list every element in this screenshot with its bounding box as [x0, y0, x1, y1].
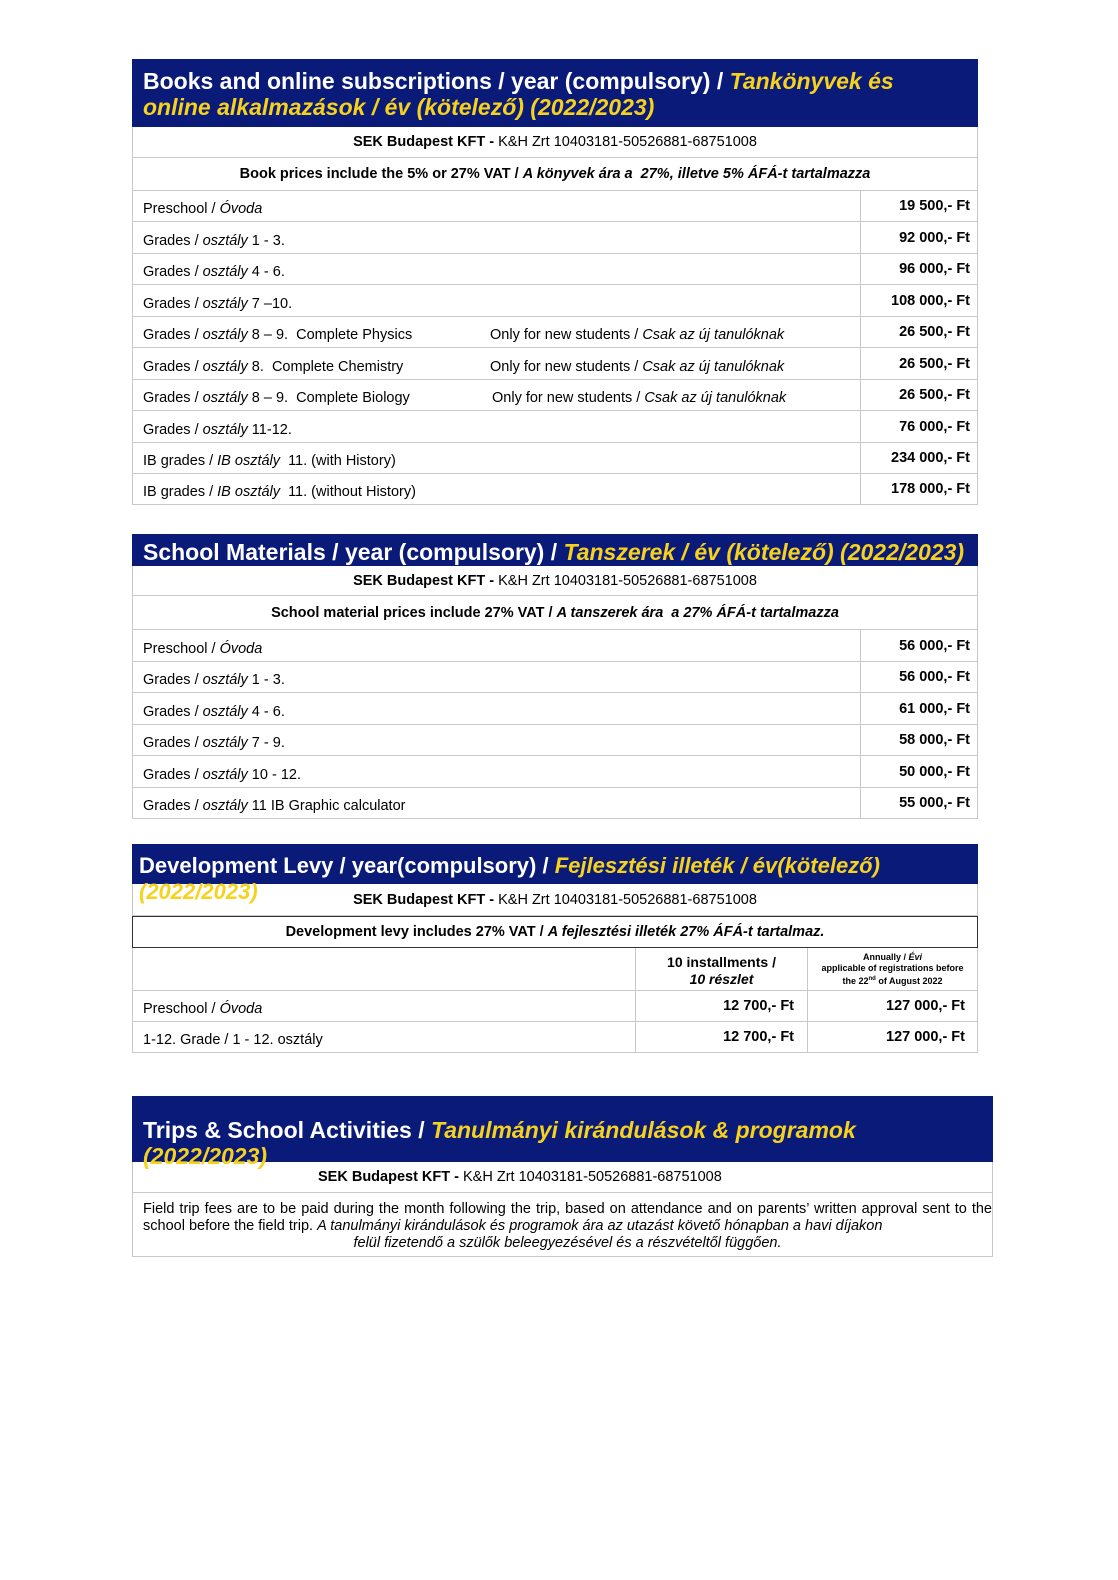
- note-text: Only for new students /: [490, 359, 643, 375]
- row-label-italic: osztály: [202, 390, 248, 406]
- note-text-hu: Csak az új tanulóknak: [642, 359, 785, 375]
- row-label-italic: osztály: [202, 735, 248, 751]
- development-vat-hu: A fejlesztési illeték 27% ÁFÁ-t tartalmaz.: [547, 924, 825, 940]
- installments-label: 10 installments /: [667, 954, 776, 970]
- materials-bank-row: [132, 566, 978, 596]
- development-bank-details: K&H Zrt 10403181-50526881-68751008: [494, 891, 757, 908]
- book-price-row: [132, 380, 978, 411]
- book-price-row: [132, 191, 978, 222]
- book-price: 92 000,- Ft: [860, 222, 977, 253]
- row-label-italic: IB osztály: [217, 484, 281, 500]
- row-label-italic: osztály: [202, 264, 248, 280]
- annually-note: applicable of registrations before: [821, 963, 964, 973]
- row-label-suffix: 4 - 6.: [247, 704, 285, 720]
- book-price-row: [132, 317, 978, 348]
- trips-section: [132, 1096, 993, 1257]
- row-label-suffix: 4 - 6.: [247, 264, 285, 280]
- row-label-italic: osztály: [202, 704, 248, 720]
- material-price-row: [132, 630, 978, 662]
- row-label-suffix: 11-12.: [247, 422, 292, 438]
- books-vat-en: Book prices include the 5% or 27% VAT /: [239, 166, 519, 182]
- installment-price: 12 700,- Ft: [635, 1022, 807, 1052]
- material-row-label: [133, 662, 860, 692]
- row-label-text: Grades /: [143, 233, 203, 249]
- row-label-text: Grades /: [143, 798, 203, 814]
- books-title-hu-1: Tankönyvek és: [729, 68, 894, 94]
- book-price-row: [132, 222, 978, 254]
- row-label-italic: osztály: [202, 327, 248, 343]
- row-label-italic: osztály: [202, 422, 248, 438]
- new-students-note: [490, 327, 784, 343]
- row-label-text: Grades /: [143, 264, 203, 280]
- materials-title-en: School Materials / year (compulsory) /: [143, 539, 558, 565]
- row-label-suffix: 11. (without History): [280, 484, 416, 500]
- books-title-hu-2: online alkalmazások / év (kötelező) (2022/2023): [143, 94, 655, 120]
- material-price-row: [132, 725, 978, 756]
- row-label-text: Preschool /: [143, 641, 220, 657]
- row-label-italic: osztály: [202, 767, 248, 783]
- book-price: 19 500,- Ft: [860, 191, 977, 221]
- row-label-text: Grades /: [143, 735, 203, 751]
- book-row-label: [133, 222, 860, 253]
- book-price: 108 000,- Ft: [860, 285, 977, 316]
- material-row-label: [133, 756, 860, 787]
- note-text-hu: Csak az új tanulóknak: [644, 390, 787, 406]
- materials-vat-en: School material prices include 27% VAT /: [271, 604, 553, 621]
- book-price: 234 000,- Ft: [860, 443, 977, 473]
- row-label-suffix: 1 - 3.: [247, 233, 285, 249]
- development-head-row: [132, 948, 978, 991]
- row-label-text: IB grades /: [143, 453, 218, 469]
- annually-label: Annually /: [862, 952, 909, 962]
- materials-section: [132, 534, 978, 819]
- trips-text-hu-1: A tanulmányi kirándulások és programok ára az utazást követő hónapban a havi díjakon: [317, 1218, 883, 1234]
- material-row-label: [133, 693, 860, 724]
- row-label-italic: IB osztály: [217, 453, 281, 469]
- book-price-row: [132, 348, 978, 380]
- book-price: 178 000,- Ft: [860, 474, 977, 504]
- book-row-label: [133, 317, 860, 347]
- development-section: [132, 844, 978, 1053]
- row-label-italic: osztály: [202, 359, 248, 375]
- annually-label-hu: Évi: [908, 952, 923, 962]
- row-label-italic: Óvoda: [219, 1001, 263, 1017]
- row-label-suffix: 1 - 3.: [247, 672, 285, 688]
- trips-bank-details: K&H Zrt 10403181-50526881-68751008: [458, 1169, 722, 1185]
- row-label-italic: osztály: [202, 798, 248, 814]
- books-header: [132, 59, 978, 127]
- new-students-note: [492, 390, 786, 406]
- row-label-suffix: 11. (with History): [280, 453, 396, 469]
- annually-date-b: of August 2022: [875, 976, 943, 986]
- row-label-text: Preschool /: [143, 201, 220, 217]
- row-label-italic: osztály: [202, 672, 248, 688]
- material-price: 56 000,- Ft: [860, 630, 977, 661]
- materials-table: [132, 630, 978, 819]
- development-title-en: Development Levy / year(compulsory) /: [139, 853, 549, 878]
- material-price: 50 000,- Ft: [860, 756, 977, 787]
- installment-price: 12 700,- Ft: [635, 991, 807, 1021]
- note-text: Only for new students /: [492, 390, 645, 406]
- annual-price: 127 000,- Ft: [807, 1022, 977, 1052]
- row-label-text: Grades /: [143, 704, 203, 720]
- row-label-text: 1-12. Grade / 1 - 12. osztály: [143, 1032, 323, 1048]
- materials-bank-company: SEK Budapest KFT -: [353, 572, 495, 589]
- book-price: 26 500,- Ft: [860, 348, 977, 379]
- development-row-label: [133, 991, 635, 1021]
- row-label-suffix: 8. Complete Chemistry: [247, 359, 404, 375]
- books-bank-row: [132, 127, 978, 158]
- material-price: 58 000,- Ft: [860, 725, 977, 755]
- trips-bank-company: SEK Budapest KFT -: [318, 1169, 459, 1185]
- row-label-suffix: 7 –10.: [247, 296, 293, 312]
- books-bank-company: SEK Budapest KFT -: [353, 134, 495, 150]
- books-vat-hu: A könyvek ára a 27%, illetve 5% ÁFÁ-t tartalmazza: [522, 166, 871, 182]
- materials-bank-details: K&H Zrt 10403181-50526881-68751008: [494, 572, 757, 589]
- development-bank-company: SEK Budapest KFT -: [353, 891, 495, 908]
- trips-paragraph: [133, 1193, 992, 1258]
- book-price-row: [132, 474, 978, 505]
- annually-date-sup: nd: [868, 976, 876, 982]
- book-price: 26 500,- Ft: [860, 317, 977, 347]
- books-table: [132, 191, 978, 505]
- book-row-label: [133, 191, 860, 221]
- books-section: [132, 59, 978, 505]
- development-table: [132, 991, 978, 1053]
- row-label-italic: osztály: [202, 296, 248, 312]
- book-row-label: [133, 443, 860, 473]
- row-label-text: Grades /: [143, 296, 203, 312]
- book-price: 26 500,- Ft: [860, 380, 977, 410]
- book-price: 76 000,- Ft: [860, 411, 977, 442]
- row-label-italic: osztály: [202, 233, 248, 249]
- book-price-row: [132, 285, 978, 317]
- row-label-text: Grades /: [143, 390, 203, 406]
- material-price: 56 000,- Ft: [860, 662, 977, 692]
- book-price-row: [132, 411, 978, 443]
- development-vat-en: Development levy includes 27% VAT /: [285, 924, 544, 940]
- book-row-label: [133, 285, 860, 316]
- development-head-empty: [133, 948, 635, 990]
- row-label-text: Grades /: [143, 767, 203, 783]
- books-vat-row: [132, 158, 978, 191]
- development-price-row: [132, 1022, 978, 1053]
- book-price-row: [132, 254, 978, 285]
- row-label-suffix: 7 - 9.: [247, 735, 285, 751]
- material-price-row: [132, 788, 978, 819]
- book-row-label: [133, 380, 860, 410]
- row-label-text: Grades /: [143, 359, 203, 375]
- row-label-italic: Óvoda: [219, 201, 263, 217]
- annual-price: 127 000,- Ft: [807, 991, 977, 1021]
- development-row-label: [133, 1022, 635, 1052]
- book-row-label: [133, 474, 860, 504]
- book-row-label: [133, 411, 860, 442]
- materials-vat-row: [132, 596, 978, 630]
- row-label-text: Grades /: [143, 672, 203, 688]
- book-row-label: [133, 348, 860, 379]
- trips-title-en: Trips & School Activities /: [143, 1117, 425, 1143]
- development-title-hu: Fejlesztési illeték / év(kötelező) (2022/2023): [139, 853, 880, 904]
- trips-text-en: Field trip fees are to be paid during the month following the trip, based on attendance and on parents’ written approval sent to the school before the field trip.: [143, 1201, 992, 1234]
- materials-title-hu: Tanszerek / év (kötelező) (2022/2023): [563, 539, 965, 565]
- development-price-row: [132, 991, 978, 1022]
- material-price: 61 000,- Ft: [860, 693, 977, 724]
- development-bank-row: [132, 884, 978, 916]
- materials-header: [132, 534, 978, 566]
- new-students-note: [490, 359, 784, 375]
- annually-date-a: the 22: [842, 976, 869, 986]
- row-label-suffix: 10 - 12.: [247, 767, 301, 783]
- note-text-hu: Csak az új tanulóknak: [642, 327, 785, 343]
- material-price-row: [132, 756, 978, 788]
- books-title-en: Books and online subscriptions / year (compulsory) /: [143, 68, 724, 94]
- row-label-suffix: 8 – 9. Complete Biology: [247, 390, 410, 406]
- trips-text-box: [132, 1193, 993, 1257]
- material-row-label: [133, 725, 860, 755]
- material-row-label: [133, 788, 860, 818]
- row-label-text: Preschool /: [143, 1001, 220, 1017]
- trips-title-hu: Tanulmányi kirándulások & programok (2022/2023): [143, 1117, 856, 1169]
- row-label-suffix: 11 IB Graphic calculator: [247, 798, 406, 814]
- material-price-row: [132, 693, 978, 725]
- material-price-row: [132, 662, 978, 693]
- installments-label-hu: 10 részlet: [689, 971, 754, 987]
- development-vat-row: [132, 916, 978, 948]
- books-bank-details: K&H Zrt 10403181-50526881-68751008: [494, 134, 757, 150]
- trips-text-hu-2: felül fizetendő a szülők beleegyezésével és a részvételtől függően.: [353, 1235, 782, 1251]
- book-price: 96 000,- Ft: [860, 254, 977, 284]
- row-label-suffix: 8 – 9. Complete Physics: [247, 327, 413, 343]
- row-label-italic: Óvoda: [219, 641, 263, 657]
- row-label-text: IB grades /: [143, 484, 218, 500]
- material-row-label: [133, 630, 860, 661]
- book-row-label: [133, 254, 860, 284]
- row-label-text: Grades /: [143, 327, 203, 343]
- note-text: Only for new students /: [490, 327, 643, 343]
- row-label-text: Grades /: [143, 422, 203, 438]
- development-head-installments: [635, 948, 807, 990]
- trips-header: [132, 1096, 993, 1169]
- materials-vat-hu: A tanszerek ára a 27% ÁFÁ-t tartalmazza: [556, 604, 839, 621]
- book-price-row: [132, 443, 978, 474]
- development-head-annually: [807, 948, 977, 990]
- material-price: 55 000,- Ft: [860, 788, 977, 818]
